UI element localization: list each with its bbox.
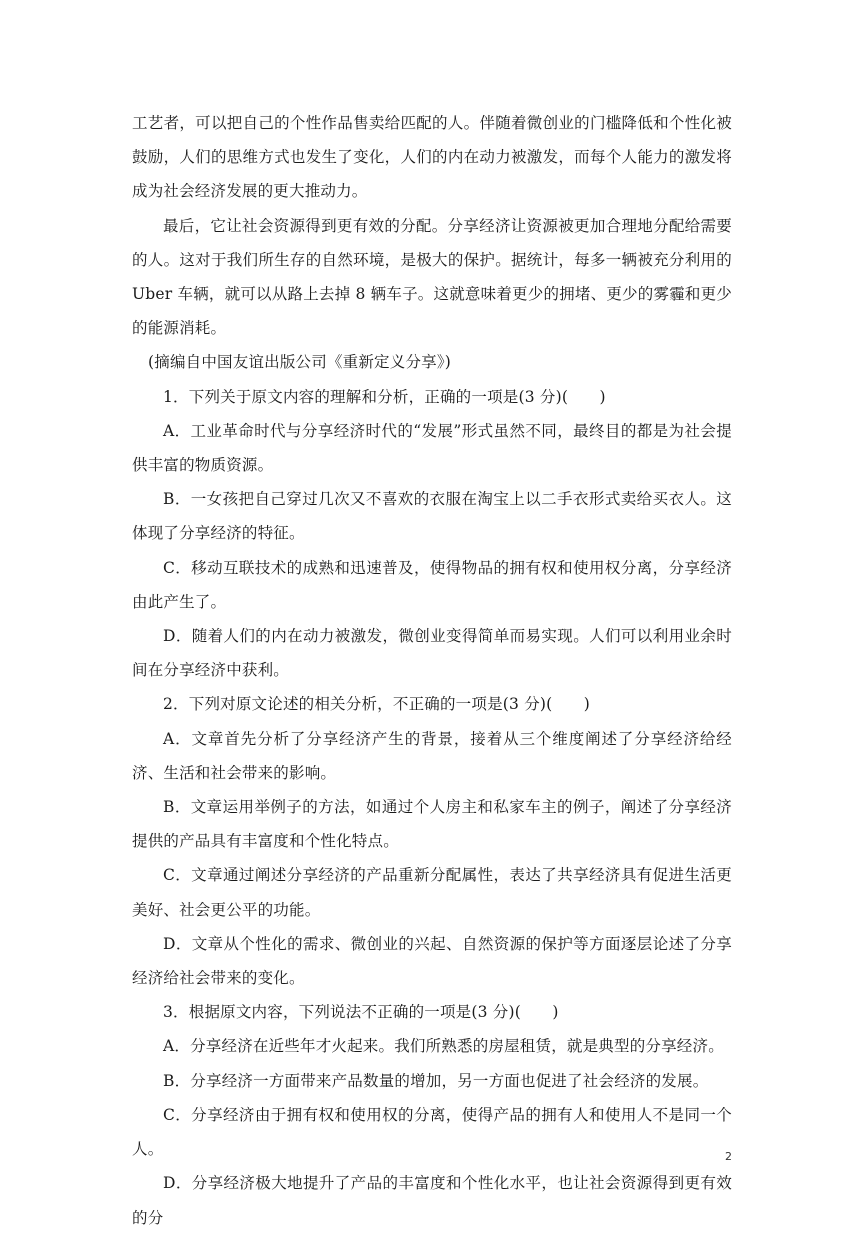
question-1-option-d: D．随着人们的内在动力被激发，微创业变得简单而易实现。人们可以利用业余时间在分享经济中获利。 [132, 627, 732, 680]
question-2: 2．下列对原文论述的相关分析，不正确的一项是(3 分)( ) [163, 695, 591, 714]
question-3-option-a: A．分享经济在近些年才火起来。我们所熟悉的房屋租赁，就是典型的分享经济。 [163, 1037, 724, 1056]
question-2-option-c: C．文章通过阐述分享经济的产品重新分配属性，表达了共享经济具有促进生活更美好、社会更公平的功能。 [132, 866, 732, 919]
page-number: 2 [725, 1150, 732, 1163]
question-1-option-b: B．一女孩把自己穿过几次又不喜欢的衣服在淘宝上以二手衣形式卖给买衣人。这体现了分享经济的特征。 [132, 490, 732, 543]
question-1-option-c: C．移动互联技术的成熟和迅速普及，使得物品的拥有权和使用权分离，分享经济由此产生了。 [132, 558, 732, 611]
question-1: 1．下列关于原文内容的理解和分析，正确的一项是(3 分)( ) [163, 387, 606, 406]
source-citation: (摘编自中国友谊出版公司《重新定义分享》) [148, 353, 452, 372]
question-3-option-c: C．分享经济由于拥有权和使用权的分离，使得产品的拥有人和使用人不是同一个人。 [132, 1105, 732, 1159]
question-3: 3．根据原文内容，下列说法不正确的一项是(3 分)( ) [163, 1003, 559, 1022]
paragraph-resource-allocation: 最后，它让社会资源得到更有效的分配。分享经济让资源被更加合理地分配给需要的人。这对于我们所生存的自然环境，是极大的保护。据统计，每多一辆被充分利用的 Uber 车辆，就可以从路上去掉 8 辆车子。这就意味着更少的拥堵、更少的雾霾和更少的能源消耗。 [132, 216, 732, 338]
question-2-option-a: A．文章首先分析了分享经济产生的背景，接着从三个维度阐述了分享经济给经济、生活和社会带来的影响。 [132, 729, 732, 782]
paragraph-continuation: 工艺者，可以把自己的个性作品售卖给匹配的人。伴随着微创业的门槛降低和个性化被鼓励，人们的思维方式也发生了变化，人们的内在动力被激发，而每个人能力的激发将成为社会经济发展的更大推动力。 [132, 114, 732, 201]
question-1-option-a: A．工业革命时代与分享经济时代的“发展”形式虽然不同，最终目的都是为社会提供丰富的物质资源。 [132, 421, 732, 475]
question-2-option-d: D．文章从个性化的需求、微创业的兴起、自然资源的保护等方面逐层论述了分享经济给社会带来的变化。 [132, 934, 732, 988]
question-3-option-b: B．分享经济一方面带来产品数量的增加，另一方面也促进了社会经济的发展。 [163, 1071, 709, 1090]
document-body [132, 106, 732, 1235]
question-3-option-d: D．分享经济极大地提升了产品的丰富度和个性化水平，也让社会资源得到更有效的分 [132, 1174, 732, 1227]
question-2-option-b: B．文章运用举例子的方法，如通过个人房主和私家车主的例子，阐述了分享经济提供的产品具有丰富度和个性化特点。 [132, 798, 732, 851]
